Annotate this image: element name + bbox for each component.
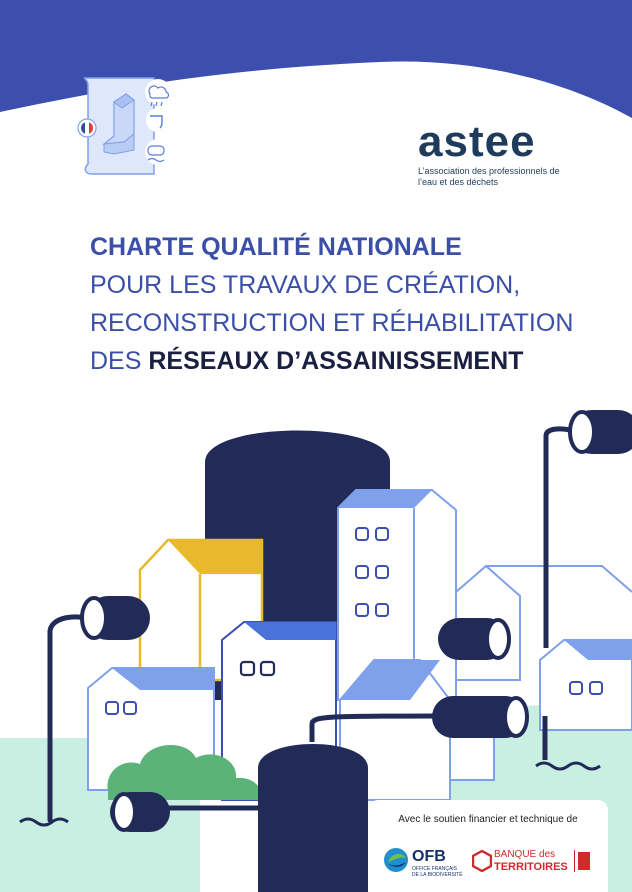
title-line-4-prefix: DES bbox=[90, 347, 149, 375]
title-line-3: RECONSTRUCTION ET RÉHABILITATION bbox=[90, 309, 574, 337]
title-line-4-bold: RÉSEAUX D’ASSAINISSEMENT bbox=[148, 347, 524, 375]
caisse-depots-icon bbox=[574, 850, 590, 872]
pipe-bottom-left bbox=[110, 792, 170, 832]
bdt-line-1: BANQUE des bbox=[494, 849, 556, 860]
logo-wordmark: astee bbox=[418, 117, 536, 166]
document-title bbox=[90, 228, 590, 380]
pipe-front bbox=[432, 696, 527, 738]
ofb-leaf-icon bbox=[382, 846, 410, 874]
ofb-logo bbox=[382, 844, 462, 880]
sponsor-card bbox=[368, 800, 608, 892]
french-flag-icon bbox=[80, 121, 94, 135]
banque-des-territoires-logo bbox=[472, 844, 596, 880]
ofb-label: OFB bbox=[412, 848, 446, 865]
pipe-mid-right bbox=[438, 618, 509, 660]
sponsor-intro: Avec le soutien financier et technique de bbox=[398, 814, 578, 825]
hexagon-icon bbox=[472, 850, 492, 872]
pipe-left bbox=[82, 596, 150, 640]
title-line-4 bbox=[90, 342, 590, 380]
bdt-line-2: TERRITOIRES bbox=[494, 861, 568, 873]
pipe-top-right bbox=[570, 410, 632, 454]
title-line-1: CHARTE QUALITÉ NATIONALE bbox=[90, 233, 462, 261]
title-line-2: POUR LES TRAVAUX DE CRÉATION, bbox=[90, 271, 521, 299]
astee-logo bbox=[418, 117, 578, 188]
logo-tagline: L’association des professionnels de l’eau et des déchets bbox=[418, 166, 560, 187]
ofb-subtitle: OFFICE FRANÇAIS DE LA BIODIVERSITÉ bbox=[412, 866, 463, 878]
